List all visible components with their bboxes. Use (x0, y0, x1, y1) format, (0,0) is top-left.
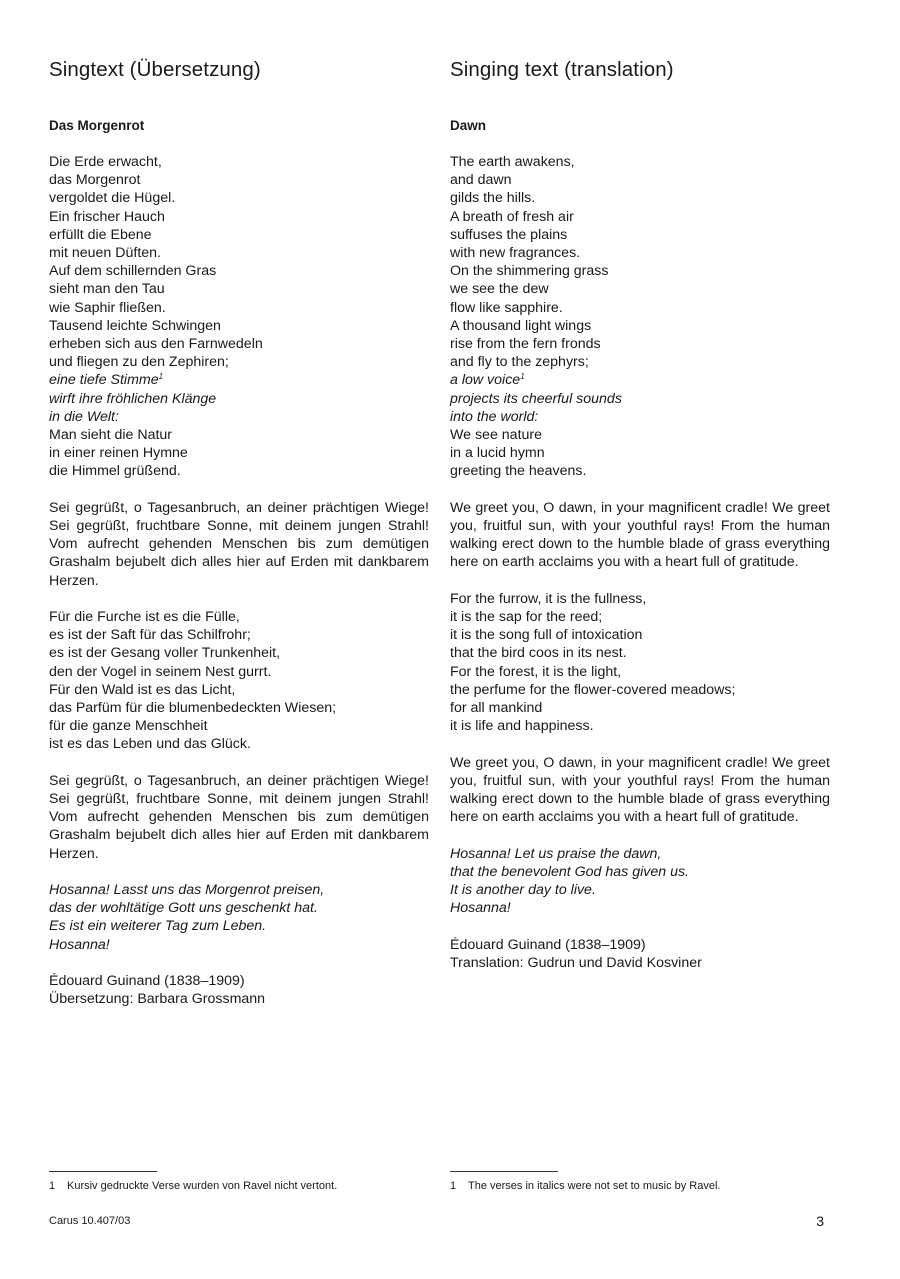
stanza-1 (450, 153, 830, 481)
footnote-english (450, 1180, 720, 1192)
verse-line: mit neuen Düften. (49, 245, 161, 262)
verse-line: For the forest, it is the light, (450, 663, 622, 680)
verse-line: We see nature (450, 427, 543, 444)
translator: Translation: Gudrun und David Kosviner (450, 954, 702, 971)
verse-line-italic: Hosanna! Let us praise the dawn, (450, 845, 662, 862)
section-title: Singing text (translation) (450, 58, 674, 81)
verse-line: Für die Furche ist es die Fülle, (49, 609, 240, 626)
verse-line: we see the dew (450, 281, 549, 298)
stanza-1 (49, 153, 429, 481)
verse-line: rise from the fern fronds (450, 336, 601, 353)
verse-line: Ein frischer Hauch (49, 208, 165, 225)
stanza-2 (450, 499, 830, 572)
refrain-paragraph: We greet you, O dawn, in your magnificent cradle! We greet you, fruitful sun, with your youthful rays! From the human walking erect down to the humble blade of grass everything here on earth acclaims you with a heart full of gratitude. (450, 499, 830, 571)
verse-line: vergoldet die Hügel. (49, 190, 176, 207)
verse-line: den der Vogel in seinem Nest gurrt. (49, 663, 272, 680)
verse-line: suffuses the plains (450, 226, 568, 243)
verse-line: sieht man den Tau (49, 281, 165, 298)
verse-line: und fliegen zu den Zephiren; (49, 354, 229, 371)
verse-line: Man sieht die Natur (49, 427, 173, 444)
verse-line: On the shimmering grass (450, 263, 609, 280)
verse-line: es ist der Saft für das Schilfrohr; (49, 627, 251, 644)
poem-title: Dawn (450, 118, 487, 133)
verse-line: and fly to the zephyrs; (450, 354, 589, 371)
verse-line: die Himmel grüßend. (49, 463, 181, 480)
footnote-rule (450, 1171, 558, 1172)
footnote-text: Kursiv gedruckte Verse wurden von Ravel nicht vertont. (67, 1180, 338, 1192)
footnote-ref: 1 (520, 372, 525, 382)
verse-line: The earth awakens, (450, 154, 575, 170)
verse-line: A thousand light wings (450, 317, 592, 334)
verse-line-italic: Es ist ein weiterer Tag zum Leben. (49, 918, 267, 935)
verse-line: ist es das Leben und das Glück. (49, 736, 251, 753)
verse-line-italic: Hosanna! (450, 900, 511, 917)
verse-line: in a lucid hymn (450, 445, 545, 462)
footnote-rule (49, 1171, 157, 1172)
verse-line: and dawn (450, 172, 512, 189)
footnote-text: The verses in italics were not set to music by Ravel. (468, 1180, 721, 1192)
verse-line: Für den Wald ist es das Licht, (49, 681, 236, 698)
verse-line: greeting the heavens. (450, 463, 587, 480)
verse-line: Auf dem schillernden Gras (49, 263, 217, 280)
verse-line-italic: It is another day to live. (450, 882, 596, 899)
stanza-4 (49, 772, 429, 863)
stanza-4 (450, 754, 830, 827)
verse-line: it is the sap for the reed; (450, 609, 603, 626)
section-title: Singtext (Übersetzung) (49, 58, 261, 81)
verse-line: it is the song full of intoxication (450, 627, 643, 644)
verse-line: erfüllt die Ebene (49, 226, 152, 243)
footnote-number: 1 (49, 1180, 56, 1192)
verse-line: For the furrow, it is the fullness, (450, 590, 647, 607)
stanza-5 (49, 881, 429, 954)
author: Édouard Guinand (1838–1909) (49, 973, 245, 990)
verse-line: Tausend leichte Schwingen (49, 317, 221, 334)
verse-line: erheben sich aus den Farnwedeln (49, 336, 263, 353)
refrain-paragraph: Sei gegrüßt, o Tagesanbruch, an deiner prächtigen Wiege! Sei gegrüßt, fruchtbare Sonne, mit deinem jungen Strahl! Vom aufrecht gehenden Menschen bis zum demütigen Grashalm bejubelt dich alles hier auf Erden mit dankbarem Herzen. (49, 772, 429, 862)
verse-line: with new fragrances. (450, 245, 581, 262)
verse-line: for all mankind (450, 700, 543, 717)
credits (450, 936, 830, 972)
verse-line-italic: that the benevolent God has given us. (450, 863, 689, 880)
verse-line: A breath of fresh air (450, 208, 574, 225)
verse-line-italic: in die Welt: (49, 408, 119, 425)
verse-line-italic (450, 371, 830, 389)
poem-text (49, 153, 429, 1027)
verse-line-text: eine tiefe Stimme (49, 372, 159, 389)
verse-line-italic: Hosanna! (49, 936, 110, 953)
footnote-ref: 1 (158, 372, 164, 382)
verse-line-italic: projects its cheerful sounds (450, 390, 622, 407)
verse-line-italic: Hosanna! Lasst uns das Morgenrot preisen, (49, 882, 325, 899)
verse-line-text: a low voice (450, 372, 521, 389)
verse-line-italic: into the world: (450, 408, 539, 425)
footnote-number: 1 (450, 1180, 457, 1192)
verse-line: für die ganze Menschheit (49, 718, 208, 735)
refrain-paragraph: Sei gegrüßt, o Tagesanbruch, an deiner prächtigen Wiege! Sei gegrüßt, fruchtbare Sonne, mit deinem jungen Strahl! Vom aufrecht gehenden Menschen bis zum demütigen Grashalm bejubelt dich alles hier auf Erden mit dankbarem Herzen. (49, 499, 429, 589)
poem-text (450, 153, 830, 990)
verse-line: wie Saphir fließen. (49, 299, 166, 316)
verse-line: gilds the hills. (450, 190, 536, 207)
translator: Übersetzung: Barbara Grossmann (49, 991, 266, 1008)
verse-line-italic: das der wohltätige Gott uns geschenkt hat. (49, 900, 318, 917)
stanza-2 (49, 499, 429, 590)
credits (49, 972, 429, 1008)
page-number: 3 (816, 1213, 824, 1229)
verse-line: das Parfüm für die blumenbedeckten Wiesen; (49, 700, 337, 717)
stanza-5 (450, 845, 830, 918)
verse-line: in einer reinen Hymne (49, 445, 188, 462)
stanza-3 (450, 590, 830, 736)
verse-line: it is life and happiness. (450, 718, 594, 735)
verse-line: das Morgenrot (49, 172, 141, 189)
verse-line-italic: wirft ihre fröhlichen Klänge (49, 390, 217, 407)
verse-line: flow like sapphire. (450, 299, 563, 316)
verse-line: es ist der Gesang voller Trunkenheit, (49, 645, 281, 662)
verse-line: the perfume for the flower-covered meadows; (450, 681, 736, 698)
verse-line-italic (49, 371, 429, 389)
verse-line: Die Erde erwacht, (49, 154, 162, 170)
poem-title: Das Morgenrot (49, 118, 145, 133)
author: Édouard Guinand (1838–1909) (450, 936, 646, 953)
stanza-3 (49, 608, 429, 754)
refrain-paragraph: We greet you, O dawn, in your magnificent cradle! We greet you, fruitful sun, with your youthful rays! From the human walking erect down to the humble blade of grass everything here on earth acclaims you with a heart full of gratitude. (450, 754, 830, 826)
catalog-number: Carus 10.407/03 (49, 1215, 131, 1227)
verse-line: that the bird coos in its nest. (450, 645, 627, 662)
footnote-german (49, 1180, 337, 1192)
